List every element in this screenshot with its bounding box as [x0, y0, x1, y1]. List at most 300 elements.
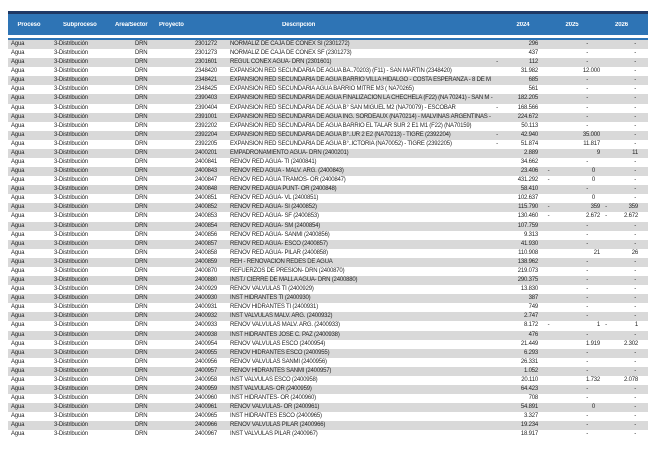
- cell-descripcion: [222, 76, 505, 85]
- cell-proyecto: 2400932: [195, 313, 217, 320]
- cell-area-sector: DRN: [135, 376, 148, 383]
- cell-proceso: Agua: [11, 258, 25, 265]
- cell-2024: 476: [528, 331, 538, 338]
- cell-subproceso: 3-Distribución: [54, 240, 88, 247]
- cell-descripcion: [222, 40, 505, 49]
- cell-proceso: Agua: [11, 159, 25, 166]
- cell-descripcion: [222, 176, 505, 185]
- descripcion-text: EXPANSIÓN RED SECUNDARIA DE AGUA BARRIO VILLA HIDALGO - COSTA ESPERANZA - 8 DE M: [230, 77, 491, 84]
- cell-2024-dash: -: [547, 177, 550, 184]
- descripcion-text: RENOV RED AGUA- SF (2400853): [230, 213, 319, 220]
- table-row: [8, 376, 648, 385]
- cell-area-sector: DRN: [135, 322, 148, 329]
- cell-area-sector: DRN: [135, 231, 148, 238]
- cell-2025: -: [586, 331, 588, 338]
- cell-descripcion: [222, 167, 505, 176]
- cell-2026: -: [634, 295, 636, 302]
- cell-2025-dash: -: [605, 204, 607, 211]
- cell-proceso: Agua: [11, 331, 25, 338]
- table-row: [8, 140, 648, 149]
- table-row: [8, 312, 648, 321]
- cell-2026: -: [634, 95, 636, 102]
- cell-2026: -: [634, 267, 636, 274]
- cell-2024: 26.331: [520, 358, 538, 365]
- cell-2024-dash: -: [547, 204, 550, 211]
- cell-proyecto: 2400852: [195, 204, 217, 211]
- cell-subproceso: 3-Distribución: [54, 431, 88, 438]
- cell-descripcion: [222, 267, 505, 276]
- cell-descripcion: [222, 321, 505, 330]
- cell-subproceso: 3-Distribución: [54, 376, 88, 383]
- cell-2025: 11.817: [583, 140, 600, 147]
- cell-2026: -: [634, 404, 636, 411]
- cell-subproceso: 3-Distribución: [54, 331, 88, 338]
- cell-proceso: Agua: [11, 149, 25, 156]
- cell-2026: -: [634, 86, 636, 93]
- cell-descripcion: [222, 285, 505, 294]
- cell-proceso: Agua: [11, 404, 25, 411]
- cell-area-sector: DRN: [135, 240, 148, 247]
- cell-proyecto: 2400859: [195, 258, 217, 265]
- cell-area-sector: DRN: [135, 122, 148, 129]
- report-table: [8, 11, 648, 439]
- cell-2025: -: [586, 277, 588, 284]
- cell-proyecto: 2400958: [195, 376, 217, 383]
- cell-2024: 290.375: [517, 277, 538, 284]
- cell-proyecto: 2400938: [195, 331, 217, 338]
- cell-area-sector: DRN: [135, 358, 148, 365]
- descripcion-text: RENOV RED AGUA - MALV. ARG. (2400843): [230, 168, 344, 175]
- descripcion-text: EXPANSIÓN RED SECUNDARIA DE AGUA ING. SORDEAUX (NA70214) - MALVINAS ARGENTINAS -: [230, 113, 491, 120]
- cell-proceso: Agua: [11, 322, 25, 329]
- cell-subproceso: 3-Distribución: [54, 422, 88, 429]
- cell-proceso: Agua: [11, 122, 25, 129]
- descripcion-text: RENOV RED AGUA- PILAR (2400858): [230, 249, 328, 256]
- cell-2024: 115.790: [518, 204, 538, 211]
- cell-subproceso: 3-Distribución: [54, 340, 88, 347]
- cell-proyecto: 2400960: [195, 395, 217, 402]
- cell-2024: 20.110: [521, 376, 538, 383]
- table-row: [8, 203, 648, 212]
- cell-2024: 561: [528, 86, 538, 93]
- cell-descripcion: [222, 113, 505, 122]
- cell-descripcion: [222, 194, 505, 203]
- cell-proceso: Agua: [11, 431, 25, 438]
- descripcion-text: RENOV HIDRANTES ESCO (2400955): [230, 349, 330, 356]
- table-header-row: [8, 14, 648, 35]
- descripcion-text: RENOV RED AGUA- SM (2400854): [230, 222, 321, 229]
- cell-area-sector: DRN: [135, 404, 148, 411]
- table-row: [8, 403, 648, 412]
- cell-2024: 21.449: [520, 340, 538, 347]
- table-row: [8, 331, 648, 340]
- cell-proceso: Agua: [11, 86, 25, 93]
- cell-descripcion: [222, 149, 505, 158]
- cell-2024: 182.205: [517, 95, 538, 102]
- cell-area-sector: DRN: [135, 104, 148, 111]
- cell-2025-dash: -: [605, 213, 607, 220]
- cell-area-sector: DRN: [135, 331, 148, 338]
- cell-proceso: Agua: [11, 186, 25, 193]
- cell-2026: -: [634, 385, 636, 392]
- cell-area-sector: DRN: [135, 113, 148, 120]
- header-2025: 2025: [565, 21, 579, 28]
- cell-2025: 0: [591, 404, 595, 411]
- descripcion-text: RENOV RED AGUA- SI (2400852): [230, 204, 317, 211]
- cell-2024: 296: [528, 41, 538, 47]
- header-2024: 2024: [516, 21, 530, 28]
- descripcion-dash: -: [496, 59, 498, 66]
- table-row: [8, 194, 648, 203]
- cell-proceso: Agua: [11, 177, 25, 184]
- descripcion-dash: -: [496, 104, 498, 111]
- cell-proceso: Agua: [11, 41, 25, 47]
- cell-2025: -: [586, 104, 588, 111]
- cell-2025: -: [586, 186, 588, 193]
- cell-2026: -: [634, 41, 636, 47]
- cell-2025: 9: [596, 149, 600, 156]
- cell-proyecto: 2400841: [195, 159, 217, 166]
- cell-proceso: Agua: [11, 131, 25, 138]
- descripcion-text: INST VALVULAS ESCO (2400958): [230, 376, 318, 383]
- cell-2024: 9.313: [523, 231, 538, 238]
- cell-descripcion: [222, 376, 505, 385]
- cell-proyecto: 2400870: [195, 267, 217, 274]
- cell-descripcion: [222, 349, 505, 358]
- cell-2025: -: [586, 50, 588, 57]
- cell-2024-dash: -: [547, 168, 550, 175]
- cell-2026: -: [634, 422, 636, 429]
- cell-2026: -: [634, 122, 636, 129]
- cell-area-sector: DRN: [135, 295, 148, 302]
- cell-descripcion: [222, 249, 505, 258]
- table-row: [8, 358, 648, 367]
- cell-proyecto: 2400959: [195, 385, 217, 392]
- cell-proceso: Agua: [11, 68, 25, 75]
- descripcion-text: RENOV VALVULAS SANMI (2400956): [230, 358, 327, 365]
- cell-2025: 12.000: [582, 68, 600, 75]
- cell-area-sector: DRN: [135, 204, 148, 211]
- cell-proceso: Agua: [11, 195, 25, 202]
- cell-subproceso: 3-Distribución: [54, 295, 88, 302]
- cell-area-sector: DRN: [135, 222, 148, 229]
- cell-2025: -: [586, 313, 588, 320]
- cell-2024: 102.637: [517, 195, 538, 202]
- cell-subproceso: 3-Distribución: [54, 204, 88, 211]
- cell-proceso: Agua: [11, 385, 25, 392]
- cell-subproceso: 3-Distribución: [54, 213, 88, 220]
- cell-proyecto: 2348425: [195, 86, 217, 93]
- cell-proceso: Agua: [11, 59, 25, 66]
- cell-descripcion: [222, 340, 505, 349]
- cell-descripcion: [222, 303, 505, 312]
- cell-descripcion: [222, 367, 505, 376]
- cell-2025: -: [586, 267, 588, 274]
- cell-2025: 1.732: [585, 376, 600, 383]
- cell-proyecto: 2400933: [195, 322, 217, 329]
- cell-2024: 224.672: [517, 113, 538, 120]
- cell-descripcion: [222, 430, 505, 439]
- cell-subproceso: 3-Distribución: [54, 395, 88, 402]
- cell-descripcion: [222, 104, 505, 113]
- cell-subproceso: 3-Distribución: [54, 385, 88, 392]
- cell-subproceso: 3-Distribución: [54, 77, 88, 84]
- cell-proceso: Agua: [11, 295, 25, 302]
- cell-proceso: Agua: [11, 286, 25, 293]
- cell-subproceso: 3-Distribución: [54, 113, 88, 120]
- cell-area-sector: DRN: [135, 367, 148, 374]
- cell-2025: 2.672: [585, 213, 600, 220]
- cell-area-sector: DRN: [135, 213, 148, 220]
- cell-2024: 42.940: [520, 131, 538, 138]
- table-row: [8, 321, 648, 330]
- cell-proyecto: 2392202: [195, 122, 217, 129]
- descripcion-text: INST HIDRANTES TI (2400930): [230, 295, 311, 302]
- cell-2026: 11: [632, 149, 638, 156]
- table-row: [8, 212, 648, 221]
- cell-proyecto: 2390404: [195, 104, 217, 111]
- table-row: [8, 258, 648, 267]
- table-row: [8, 67, 648, 76]
- table-row: [8, 158, 648, 167]
- descripcion-text: REGUL CONEX AGUA- DRN (2301601): [230, 59, 332, 66]
- cell-2024: 19.234: [520, 422, 538, 429]
- cell-subproceso: 3-Distribución: [54, 313, 88, 320]
- cell-2025: -: [586, 122, 588, 129]
- cell-descripcion: [222, 85, 505, 94]
- cell-proyecto: 2400954: [195, 340, 217, 347]
- cell-2024: 58.410: [520, 186, 538, 193]
- cell-2026: -: [634, 131, 636, 138]
- descripcion-text: INST VALVULAS MALV. ARG. (2400932): [230, 313, 333, 320]
- cell-proyecto: 2392205: [195, 140, 217, 147]
- cell-2025: -: [586, 113, 588, 120]
- cell-2026: -: [634, 168, 636, 175]
- cell-subproceso: 3-Distribución: [54, 195, 88, 202]
- cell-proceso: Agua: [11, 50, 25, 57]
- descripcion-text: RENOV VALVULAS ESCO (2400954): [230, 340, 326, 347]
- cell-subproceso: 3-Distribución: [54, 358, 88, 365]
- cell-proceso: Agua: [11, 104, 25, 111]
- cell-proyecto: 2390403: [195, 95, 217, 102]
- cell-2026: 2.078: [623, 376, 638, 383]
- cell-proceso: Agua: [11, 395, 25, 402]
- cell-2025: -: [586, 159, 588, 166]
- cell-proceso: Agua: [11, 376, 25, 383]
- descripcion-text: INST VALVULAS PILAR (2400967): [230, 431, 318, 438]
- descripcion-text: RENOV HIDRANTES SANMI (2400957): [230, 367, 332, 374]
- cell-2026: -: [634, 349, 636, 356]
- cell-area-sector: DRN: [135, 131, 148, 138]
- cell-area-sector: DRN: [135, 304, 148, 311]
- cell-proyecto: 2301601: [195, 59, 217, 66]
- cell-2024: 18.917: [520, 431, 538, 438]
- cell-area-sector: DRN: [135, 186, 148, 193]
- cell-2026: -: [634, 50, 636, 57]
- cell-2024: 1.052: [523, 367, 538, 374]
- cell-subproceso: 3-Distribución: [54, 267, 88, 274]
- cell-subproceso: 3-Distribución: [54, 304, 88, 311]
- cell-2025: 359: [590, 204, 600, 211]
- cell-2026: -: [634, 159, 636, 166]
- cell-area-sector: DRN: [135, 77, 148, 84]
- cell-2026: -: [634, 431, 636, 438]
- descripcion-text: RENOV RED AGUA TRAMOS- OR (2400847): [230, 177, 346, 184]
- cell-proceso: Agua: [11, 231, 25, 238]
- table-row: [8, 222, 648, 231]
- cell-2024: 749: [528, 304, 538, 311]
- descripcion-text: RENOV HIDRANTES TI (2400931): [230, 304, 318, 311]
- table-row: [8, 40, 648, 49]
- table-row: [8, 240, 648, 249]
- cell-descripcion: [222, 276, 505, 285]
- cell-subproceso: 3-Distribución: [54, 177, 88, 184]
- cell-2025: -: [586, 413, 588, 420]
- descripcion-text: EXPANSION RED SECUNDARIA AGUA BARRIO MITRE M3 ( NA70265): [230, 86, 414, 93]
- cell-subproceso: 3-Distribución: [54, 249, 88, 256]
- table-row: [8, 276, 648, 285]
- cell-proyecto: 2400966: [195, 422, 217, 429]
- cell-area-sector: DRN: [135, 140, 148, 147]
- table-row: [8, 367, 648, 376]
- cell-2026: 2.302: [623, 340, 638, 347]
- cell-descripcion: [222, 240, 505, 249]
- cell-proceso: Agua: [11, 113, 25, 120]
- descripcion-text: NORMALIZ DE CAJA DE CONEX SF (2301273): [230, 50, 352, 57]
- cell-2025: -: [586, 304, 588, 311]
- cell-area-sector: DRN: [135, 313, 148, 320]
- descripcion-text: RENOV VALVULAS PILAR (2400966): [230, 422, 326, 429]
- cell-2024: 107.759: [517, 222, 538, 229]
- descripcion-text: RENOV RED AGUA- SANMI (2400856): [230, 231, 330, 238]
- cell-subproceso: 3-Distribución: [54, 277, 88, 284]
- cell-proceso: Agua: [11, 140, 25, 147]
- descripcion-text: INST HIDRANTES JOSE C. PAZ (2400938): [230, 331, 340, 338]
- cell-2026: 1: [634, 322, 638, 329]
- descripcion-text: INST HIDRANTES- OR (2400960): [230, 395, 316, 402]
- cell-area-sector: DRN: [135, 349, 148, 356]
- table-row: [8, 122, 648, 131]
- descripcion-text: EXPANSIÓN RED SECUNDARIA DE AGUA BA..70203) (F11) - SAN MARTIN (2348420): [230, 68, 452, 75]
- cell-2026: -: [634, 367, 636, 374]
- cell-proyecto: 2392204: [195, 131, 217, 138]
- table-row: [8, 430, 648, 439]
- cell-2024: 130.460: [517, 213, 538, 220]
- cell-2026: -: [634, 413, 636, 420]
- cell-proceso: Agua: [11, 77, 25, 84]
- cell-2026: -: [634, 68, 636, 75]
- cell-proyecto: 2400880: [195, 277, 217, 284]
- cell-area-sector: DRN: [135, 413, 148, 420]
- cell-2024-dash: -: [547, 213, 550, 220]
- table-row: [8, 185, 648, 194]
- cell-subproceso: 3-Distribución: [54, 413, 88, 420]
- cell-area-sector: DRN: [135, 149, 148, 156]
- descripcion-text: EXPANSIÓN RED SECUNDARIA DE AGUA B°..UR 2 E2 (NA70213) - TIGRE (2392204): [230, 131, 451, 138]
- cell-descripcion: [222, 58, 505, 67]
- cell-2024: 50.113: [521, 122, 538, 129]
- cell-proyecto: 2400847: [195, 177, 217, 184]
- cell-2026: -: [634, 104, 636, 111]
- cell-2026: -: [634, 258, 636, 265]
- cell-proyecto: 2400857: [195, 240, 217, 247]
- cell-area-sector: DRN: [135, 159, 148, 166]
- table-row: [8, 149, 648, 158]
- cell-descripcion: [222, 122, 505, 131]
- cell-proceso: Agua: [11, 358, 25, 365]
- cell-proceso: Agua: [11, 349, 25, 356]
- cell-2026: -: [634, 331, 636, 338]
- cell-area-sector: DRN: [135, 258, 148, 265]
- descripcion-text: RENOV RED AGUA- TI (2400841): [230, 159, 317, 166]
- cell-proceso: Agua: [11, 413, 25, 420]
- table-row: [8, 303, 648, 312]
- cell-2025: 35.000: [582, 131, 600, 138]
- cell-descripcion: [222, 49, 505, 58]
- cell-2024: 437: [528, 50, 538, 57]
- cell-subproceso: 3-Distribución: [54, 41, 88, 47]
- cell-2026: -: [634, 59, 636, 66]
- descripcion-text: EXPANSIÓN RED SECUNDARIA DE AGUA B° SAN MIGUEL M2 (NA70079) - ESCOBAR: [230, 104, 456, 111]
- cell-2026: -: [634, 140, 636, 147]
- descripcion-text: REFUERZOS DE PRESION- DRN (2400870): [230, 267, 345, 274]
- cell-proyecto: 2400854: [195, 222, 217, 229]
- cell-area-sector: DRN: [135, 59, 148, 66]
- cell-2024: 112: [529, 59, 538, 66]
- cell-2024: 13.830: [520, 286, 538, 293]
- cell-2026: -: [634, 286, 636, 293]
- cell-2024: 3.327: [523, 413, 538, 420]
- cell-2025: 0: [591, 195, 595, 202]
- table-row: [8, 421, 648, 430]
- cell-2025: 1: [596, 322, 600, 329]
- cell-2025: -: [586, 395, 588, 402]
- cell-proyecto: 2400967: [195, 431, 217, 438]
- cell-2026: -: [634, 240, 636, 247]
- cell-proyecto: 2301273: [195, 50, 217, 57]
- table-row: [8, 49, 648, 58]
- descripcion-text: EXPANSIÓN RED SECUNDARIA DE AGUA B°..ICTORIA (NA70052) - TIGRE (2392205): [230, 140, 452, 147]
- table-row: [8, 167, 648, 176]
- cell-subproceso: 3-Distribución: [54, 59, 88, 66]
- table-row: [8, 385, 648, 394]
- cell-2024: 219.073: [517, 267, 538, 274]
- cell-area-sector: DRN: [135, 277, 148, 284]
- cell-descripcion: [222, 67, 505, 76]
- table-row: [8, 94, 648, 103]
- cell-descripcion: [222, 94, 505, 103]
- cell-area-sector: DRN: [135, 267, 148, 274]
- cell-descripcion: [222, 394, 505, 403]
- cell-proyecto: 2400856: [195, 231, 217, 238]
- cell-descripcion: [222, 203, 505, 212]
- cell-subproceso: 3-Distribución: [54, 95, 88, 102]
- table-row: [8, 58, 648, 67]
- cell-2026: -: [634, 358, 636, 365]
- descripcion-text: NORMALIZ DE CAJA DE CONEX SI (2301272): [230, 41, 350, 47]
- cell-descripcion: [222, 421, 505, 430]
- cell-area-sector: DRN: [135, 286, 148, 293]
- cell-subproceso: 3-Distribución: [54, 159, 88, 166]
- cell-subproceso: 3-Distribución: [54, 140, 88, 147]
- cell-descripcion: [222, 222, 505, 231]
- cell-proyecto: 2400843: [195, 168, 217, 175]
- cell-2026: 359: [628, 204, 638, 211]
- cell-proyecto: 2400965: [195, 413, 217, 420]
- descripcion-text: EXPANSIÓN RED SECUNDARIA DE AGUA FINALIZACIÓN LA CHECHELA (F22) (NA 70241) - SAN M -: [230, 95, 493, 102]
- cell-2026: -: [634, 231, 636, 238]
- cell-area-sector: DRN: [135, 168, 148, 175]
